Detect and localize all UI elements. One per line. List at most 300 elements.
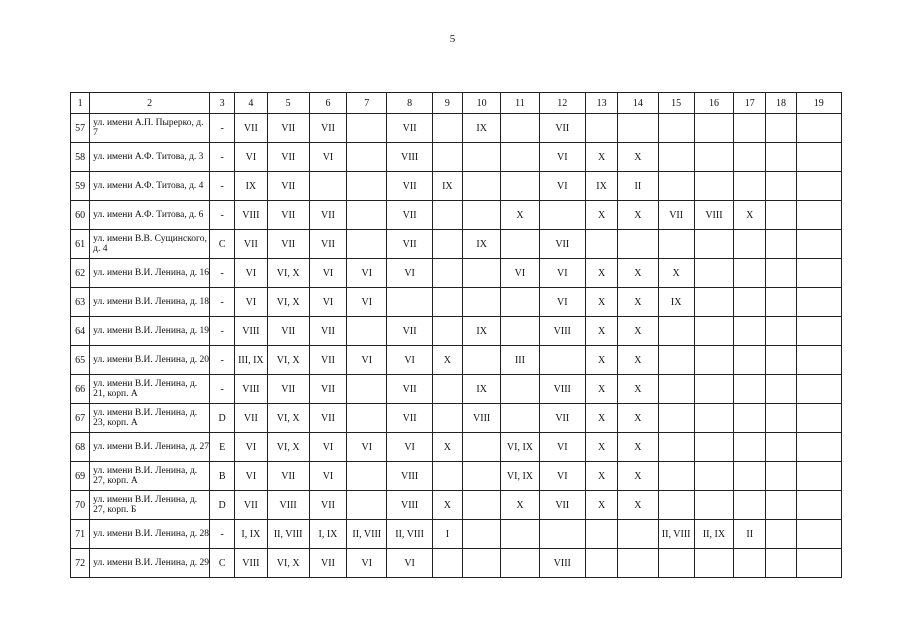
table-cell — [539, 520, 585, 549]
table-cell: D — [210, 491, 235, 520]
table-cell — [658, 491, 694, 520]
row-number: 65 — [71, 346, 90, 375]
table-cell — [734, 346, 766, 375]
table-cell — [734, 114, 766, 143]
table-cell — [766, 462, 796, 491]
table-cell: VIII — [463, 404, 501, 433]
column-header: 16 — [694, 93, 733, 114]
table-cell — [734, 433, 766, 462]
row-number: 67 — [71, 404, 90, 433]
table-cell — [658, 230, 694, 259]
table-cell: VII — [267, 201, 309, 230]
column-header: 8 — [387, 93, 432, 114]
table-cell: VIII — [267, 491, 309, 520]
table-cell: X — [618, 317, 658, 346]
table-cell — [463, 491, 501, 520]
column-header: 17 — [734, 93, 766, 114]
table-cell — [658, 404, 694, 433]
table-cell: VIII — [387, 462, 432, 491]
table-cell: VI — [387, 259, 432, 288]
table-cell: VI, IX — [501, 433, 539, 462]
table-cell: - — [210, 375, 235, 404]
table-cell: VII — [235, 230, 267, 259]
table-cell: - — [210, 172, 235, 201]
table-cell: III, IX — [235, 346, 267, 375]
table-cell — [796, 462, 841, 491]
column-header: 5 — [267, 93, 309, 114]
table-cell — [658, 143, 694, 172]
table-cell: VII — [539, 230, 585, 259]
table-cell — [694, 375, 733, 404]
address-cell: ул. имени В.И. Ленина, д. 27 — [90, 433, 210, 462]
table-row — [71, 375, 842, 404]
table-cell: X — [501, 491, 539, 520]
table-cell: C — [210, 549, 235, 578]
table-row — [71, 549, 842, 578]
table-cell: IX — [463, 230, 501, 259]
table-cell — [463, 462, 501, 491]
table-cell — [463, 143, 501, 172]
table-cell — [658, 114, 694, 143]
address-cell: ул. имени В.И. Ленина, д. 19 — [90, 317, 210, 346]
table-cell: VI, X — [267, 288, 309, 317]
column-header: 3 — [210, 93, 235, 114]
address-cell: ул. имени В.И. Ленина, д. 27, корп. А — [90, 462, 210, 491]
column-header: 10 — [463, 93, 501, 114]
table-cell: X — [618, 143, 658, 172]
table-cell: VI — [347, 259, 387, 288]
table-cell: VI — [387, 346, 432, 375]
table-row — [71, 259, 842, 288]
table-cell — [766, 520, 796, 549]
table-cell: VI — [347, 549, 387, 578]
table-cell: X — [432, 491, 462, 520]
table-cell: III — [501, 346, 539, 375]
table-cell: VII — [387, 404, 432, 433]
address-cell: ул. имени В.И. Ленина, д. 23, корп. А — [90, 404, 210, 433]
table-cell — [694, 230, 733, 259]
table-cell: X — [585, 491, 617, 520]
table-cell — [694, 317, 733, 346]
table-cell: VIII — [387, 491, 432, 520]
table-cell: VI — [347, 433, 387, 462]
table-cell: X — [585, 346, 617, 375]
table-cell — [347, 143, 387, 172]
table-cell: VII — [387, 375, 432, 404]
table-cell: II, VIII — [267, 520, 309, 549]
table-cell — [766, 317, 796, 346]
table-cell: VII — [387, 201, 432, 230]
table-row — [71, 201, 842, 230]
table-cell: VI — [501, 259, 539, 288]
table-cell: X — [585, 462, 617, 491]
table-cell: II — [618, 172, 658, 201]
table-cell: VII — [267, 114, 309, 143]
table-cell: II — [734, 520, 766, 549]
table-cell: VII — [309, 317, 346, 346]
table-cell: VI, IX — [501, 462, 539, 491]
table-cell: VII — [539, 491, 585, 520]
table-cell — [658, 462, 694, 491]
table-cell: VI — [387, 433, 432, 462]
table-cell: - — [210, 346, 235, 375]
table-cell: VI — [539, 433, 585, 462]
table-cell — [347, 172, 387, 201]
column-header: 19 — [796, 93, 841, 114]
table-cell — [347, 462, 387, 491]
table-cell — [796, 404, 841, 433]
table-row — [71, 520, 842, 549]
table-cell: VI, X — [267, 433, 309, 462]
table-cell — [658, 172, 694, 201]
table-cell — [734, 143, 766, 172]
table-cell — [796, 375, 841, 404]
table-cell — [432, 288, 462, 317]
table-cell — [585, 230, 617, 259]
table-cell: C — [210, 230, 235, 259]
table-cell — [694, 288, 733, 317]
table-cell: X — [585, 375, 617, 404]
table-cell: VII — [539, 404, 585, 433]
table-cell: X — [618, 346, 658, 375]
table-cell: X — [734, 201, 766, 230]
table-cell — [766, 143, 796, 172]
table-cell — [347, 491, 387, 520]
address-cell: ул. имени В.И. Ленина, д. 21, корп. А — [90, 375, 210, 404]
column-header: 6 — [309, 93, 346, 114]
table-cell — [734, 375, 766, 404]
table-cell: VI — [539, 143, 585, 172]
table-cell: IX — [658, 288, 694, 317]
table-cell: VI — [539, 462, 585, 491]
table-cell: VII — [387, 317, 432, 346]
table-cell: VII — [267, 143, 309, 172]
table-cell — [347, 317, 387, 346]
table-cell — [766, 433, 796, 462]
table-cell — [432, 462, 462, 491]
table-cell: - — [210, 288, 235, 317]
table-cell — [501, 114, 539, 143]
table-cell: VI — [309, 288, 346, 317]
table-cell — [694, 549, 733, 578]
table-cell: X — [618, 288, 658, 317]
column-header: 15 — [658, 93, 694, 114]
table-cell: VII — [235, 114, 267, 143]
table-cell: VI — [235, 462, 267, 491]
table-cell: VII — [309, 114, 346, 143]
table-cell: X — [618, 433, 658, 462]
table-cell — [432, 230, 462, 259]
row-number: 57 — [71, 114, 90, 143]
table-cell: X — [432, 433, 462, 462]
table-cell — [694, 114, 733, 143]
table-cell: VII — [235, 404, 267, 433]
table-cell: VII — [309, 491, 346, 520]
address-cell: ул. имени В.И. Ленина, д. 28 — [90, 520, 210, 549]
table-cell: I — [432, 520, 462, 549]
table-row — [71, 433, 842, 462]
table-cell — [463, 549, 501, 578]
table-row — [71, 230, 842, 259]
table-cell: VI — [539, 259, 585, 288]
table-cell — [585, 114, 617, 143]
table-cell: X — [585, 433, 617, 462]
table-cell: VI — [309, 259, 346, 288]
row-number: 71 — [71, 520, 90, 549]
table-cell — [432, 549, 462, 578]
table-cell — [658, 433, 694, 462]
row-number: 62 — [71, 259, 90, 288]
column-header: 9 — [432, 93, 462, 114]
table-cell — [387, 288, 432, 317]
table-cell — [501, 143, 539, 172]
table-cell — [796, 114, 841, 143]
address-cell: ул. имени А.Ф. Титова, д. 3 — [90, 143, 210, 172]
table-cell — [796, 259, 841, 288]
table-cell: VII — [387, 114, 432, 143]
header-row — [71, 93, 842, 114]
table-cell: VI — [539, 172, 585, 201]
table-cell — [539, 201, 585, 230]
row-number: 64 — [71, 317, 90, 346]
row-number: 58 — [71, 143, 90, 172]
table-cell: X — [585, 288, 617, 317]
table-cell — [694, 491, 733, 520]
table-cell — [766, 259, 796, 288]
table-cell — [766, 172, 796, 201]
table-cell — [463, 259, 501, 288]
table-cell: VIII — [694, 201, 733, 230]
table-cell — [796, 230, 841, 259]
table-cell: VI — [235, 288, 267, 317]
table-cell — [501, 375, 539, 404]
table-cell — [766, 549, 796, 578]
table-cell — [658, 375, 694, 404]
table-cell — [618, 549, 658, 578]
table-cell: VII — [267, 375, 309, 404]
row-number: 61 — [71, 230, 90, 259]
table-cell: VIII — [235, 317, 267, 346]
table-cell: X — [585, 143, 617, 172]
address-cell: ул. имени В.И. Ленина, д. 18 — [90, 288, 210, 317]
table-cell — [766, 230, 796, 259]
table-cell — [694, 143, 733, 172]
table-cell: X — [585, 201, 617, 230]
table-cell: X — [618, 201, 658, 230]
table-cell: VIII — [387, 143, 432, 172]
address-cell: ул. имени А.Ф. Титова, д. 6 — [90, 201, 210, 230]
data-table — [70, 92, 842, 578]
table-row — [71, 462, 842, 491]
table-cell: VI — [235, 433, 267, 462]
table-cell: VII — [387, 172, 432, 201]
table-cell: II, VIII — [387, 520, 432, 549]
table-cell — [796, 172, 841, 201]
table-cell: - — [210, 201, 235, 230]
column-header: 13 — [585, 93, 617, 114]
table-cell: VII — [387, 230, 432, 259]
table-row — [71, 346, 842, 375]
table-cell — [694, 462, 733, 491]
table-cell — [766, 288, 796, 317]
table-cell — [734, 288, 766, 317]
column-header: 12 — [539, 93, 585, 114]
table-cell: II, IX — [694, 520, 733, 549]
table-cell: VI — [309, 462, 346, 491]
table-cell — [766, 114, 796, 143]
table-cell: VIII — [539, 317, 585, 346]
table-cell: X — [618, 259, 658, 288]
table-cell — [694, 259, 733, 288]
table-cell: X — [618, 375, 658, 404]
column-header: 2 — [90, 93, 210, 114]
table-cell — [766, 491, 796, 520]
table-cell: VII — [267, 462, 309, 491]
table-cell: - — [210, 520, 235, 549]
table-cell — [796, 288, 841, 317]
table-cell — [463, 288, 501, 317]
address-cell: ул. имени В.И. Ленина, д. 16 — [90, 259, 210, 288]
table-cell — [501, 230, 539, 259]
table-cell: VII — [309, 201, 346, 230]
table-cell: VI — [387, 549, 432, 578]
table-cell — [347, 114, 387, 143]
table-cell — [796, 143, 841, 172]
table-cell: VII — [267, 172, 309, 201]
table-cell — [734, 462, 766, 491]
table-cell — [618, 230, 658, 259]
table-cell — [734, 404, 766, 433]
table-cell — [347, 201, 387, 230]
table-cell: X — [585, 317, 617, 346]
row-number: 72 — [71, 549, 90, 578]
table-cell — [501, 549, 539, 578]
table-cell: VI — [347, 288, 387, 317]
table-cell — [501, 520, 539, 549]
table-cell: VII — [235, 491, 267, 520]
page-number: 5 — [449, 33, 456, 45]
table-cell: VI — [309, 433, 346, 462]
row-number: 70 — [71, 491, 90, 520]
table-cell: VI — [309, 143, 346, 172]
table-cell — [694, 346, 733, 375]
table-cell — [432, 259, 462, 288]
table-row — [71, 143, 842, 172]
table-cell — [734, 491, 766, 520]
table-cell: VII — [267, 317, 309, 346]
row-number: 68 — [71, 433, 90, 462]
table-cell: B — [210, 462, 235, 491]
table-cell: VII — [539, 114, 585, 143]
column-header: 7 — [347, 93, 387, 114]
row-number: 59 — [71, 172, 90, 201]
table-cell: D — [210, 404, 235, 433]
table-cell: X — [618, 491, 658, 520]
table-cell: I, IX — [309, 520, 346, 549]
table-cell — [796, 520, 841, 549]
column-header: 1 — [71, 93, 90, 114]
table-cell: X — [618, 404, 658, 433]
table-cell — [463, 172, 501, 201]
table-cell: X — [432, 346, 462, 375]
row-number: 63 — [71, 288, 90, 317]
table-cell — [501, 404, 539, 433]
table-cell — [618, 114, 658, 143]
table-row — [71, 404, 842, 433]
column-header: 4 — [235, 93, 267, 114]
table-cell — [734, 259, 766, 288]
table-cell: VII — [309, 230, 346, 259]
table-cell: VII — [658, 201, 694, 230]
table-cell — [347, 404, 387, 433]
table-cell: X — [501, 201, 539, 230]
table-cell — [796, 201, 841, 230]
table-cell — [585, 549, 617, 578]
table-cell: VI — [235, 259, 267, 288]
table-cell — [432, 114, 462, 143]
table-cell: VII — [267, 230, 309, 259]
table-cell: X — [618, 462, 658, 491]
table-cell: VI, X — [267, 346, 309, 375]
table-cell: IX — [463, 114, 501, 143]
table-cell — [501, 172, 539, 201]
table-cell: IX — [235, 172, 267, 201]
table-cell: VII — [309, 375, 346, 404]
table-cell — [618, 520, 658, 549]
table-cell — [734, 230, 766, 259]
table-cell — [432, 143, 462, 172]
table-row — [71, 172, 842, 201]
table-cell — [432, 404, 462, 433]
table-cell: X — [658, 259, 694, 288]
table-cell — [766, 346, 796, 375]
table-cell: II, VIII — [347, 520, 387, 549]
table-cell — [734, 317, 766, 346]
table-cell — [347, 230, 387, 259]
table-cell: VIII — [539, 549, 585, 578]
table-cell: I, IX — [235, 520, 267, 549]
table-cell — [463, 346, 501, 375]
table-cell — [432, 201, 462, 230]
table-cell — [796, 317, 841, 346]
table-cell: X — [585, 259, 617, 288]
table-cell: VIII — [235, 201, 267, 230]
table-cell: VIII — [539, 375, 585, 404]
column-header: 18 — [766, 93, 796, 114]
table-cell: VIII — [235, 549, 267, 578]
table-row — [71, 288, 842, 317]
table-cell — [694, 172, 733, 201]
table-cell: IX — [432, 172, 462, 201]
table-cell: VI, X — [267, 404, 309, 433]
table-cell — [501, 317, 539, 346]
table-cell: VI, X — [267, 549, 309, 578]
column-header: 14 — [618, 93, 658, 114]
address-cell: ул. имени В.И. Ленина, д. 20 — [90, 346, 210, 375]
table-cell: IX — [463, 375, 501, 404]
table-cell — [463, 201, 501, 230]
table-cell — [309, 172, 346, 201]
table-cell — [501, 288, 539, 317]
table-cell — [796, 433, 841, 462]
table-cell — [734, 549, 766, 578]
table-cell — [347, 375, 387, 404]
table-cell — [766, 201, 796, 230]
table-cell: VIII — [235, 375, 267, 404]
table-cell: VI — [347, 346, 387, 375]
table-cell: - — [210, 114, 235, 143]
table-cell: IX — [463, 317, 501, 346]
